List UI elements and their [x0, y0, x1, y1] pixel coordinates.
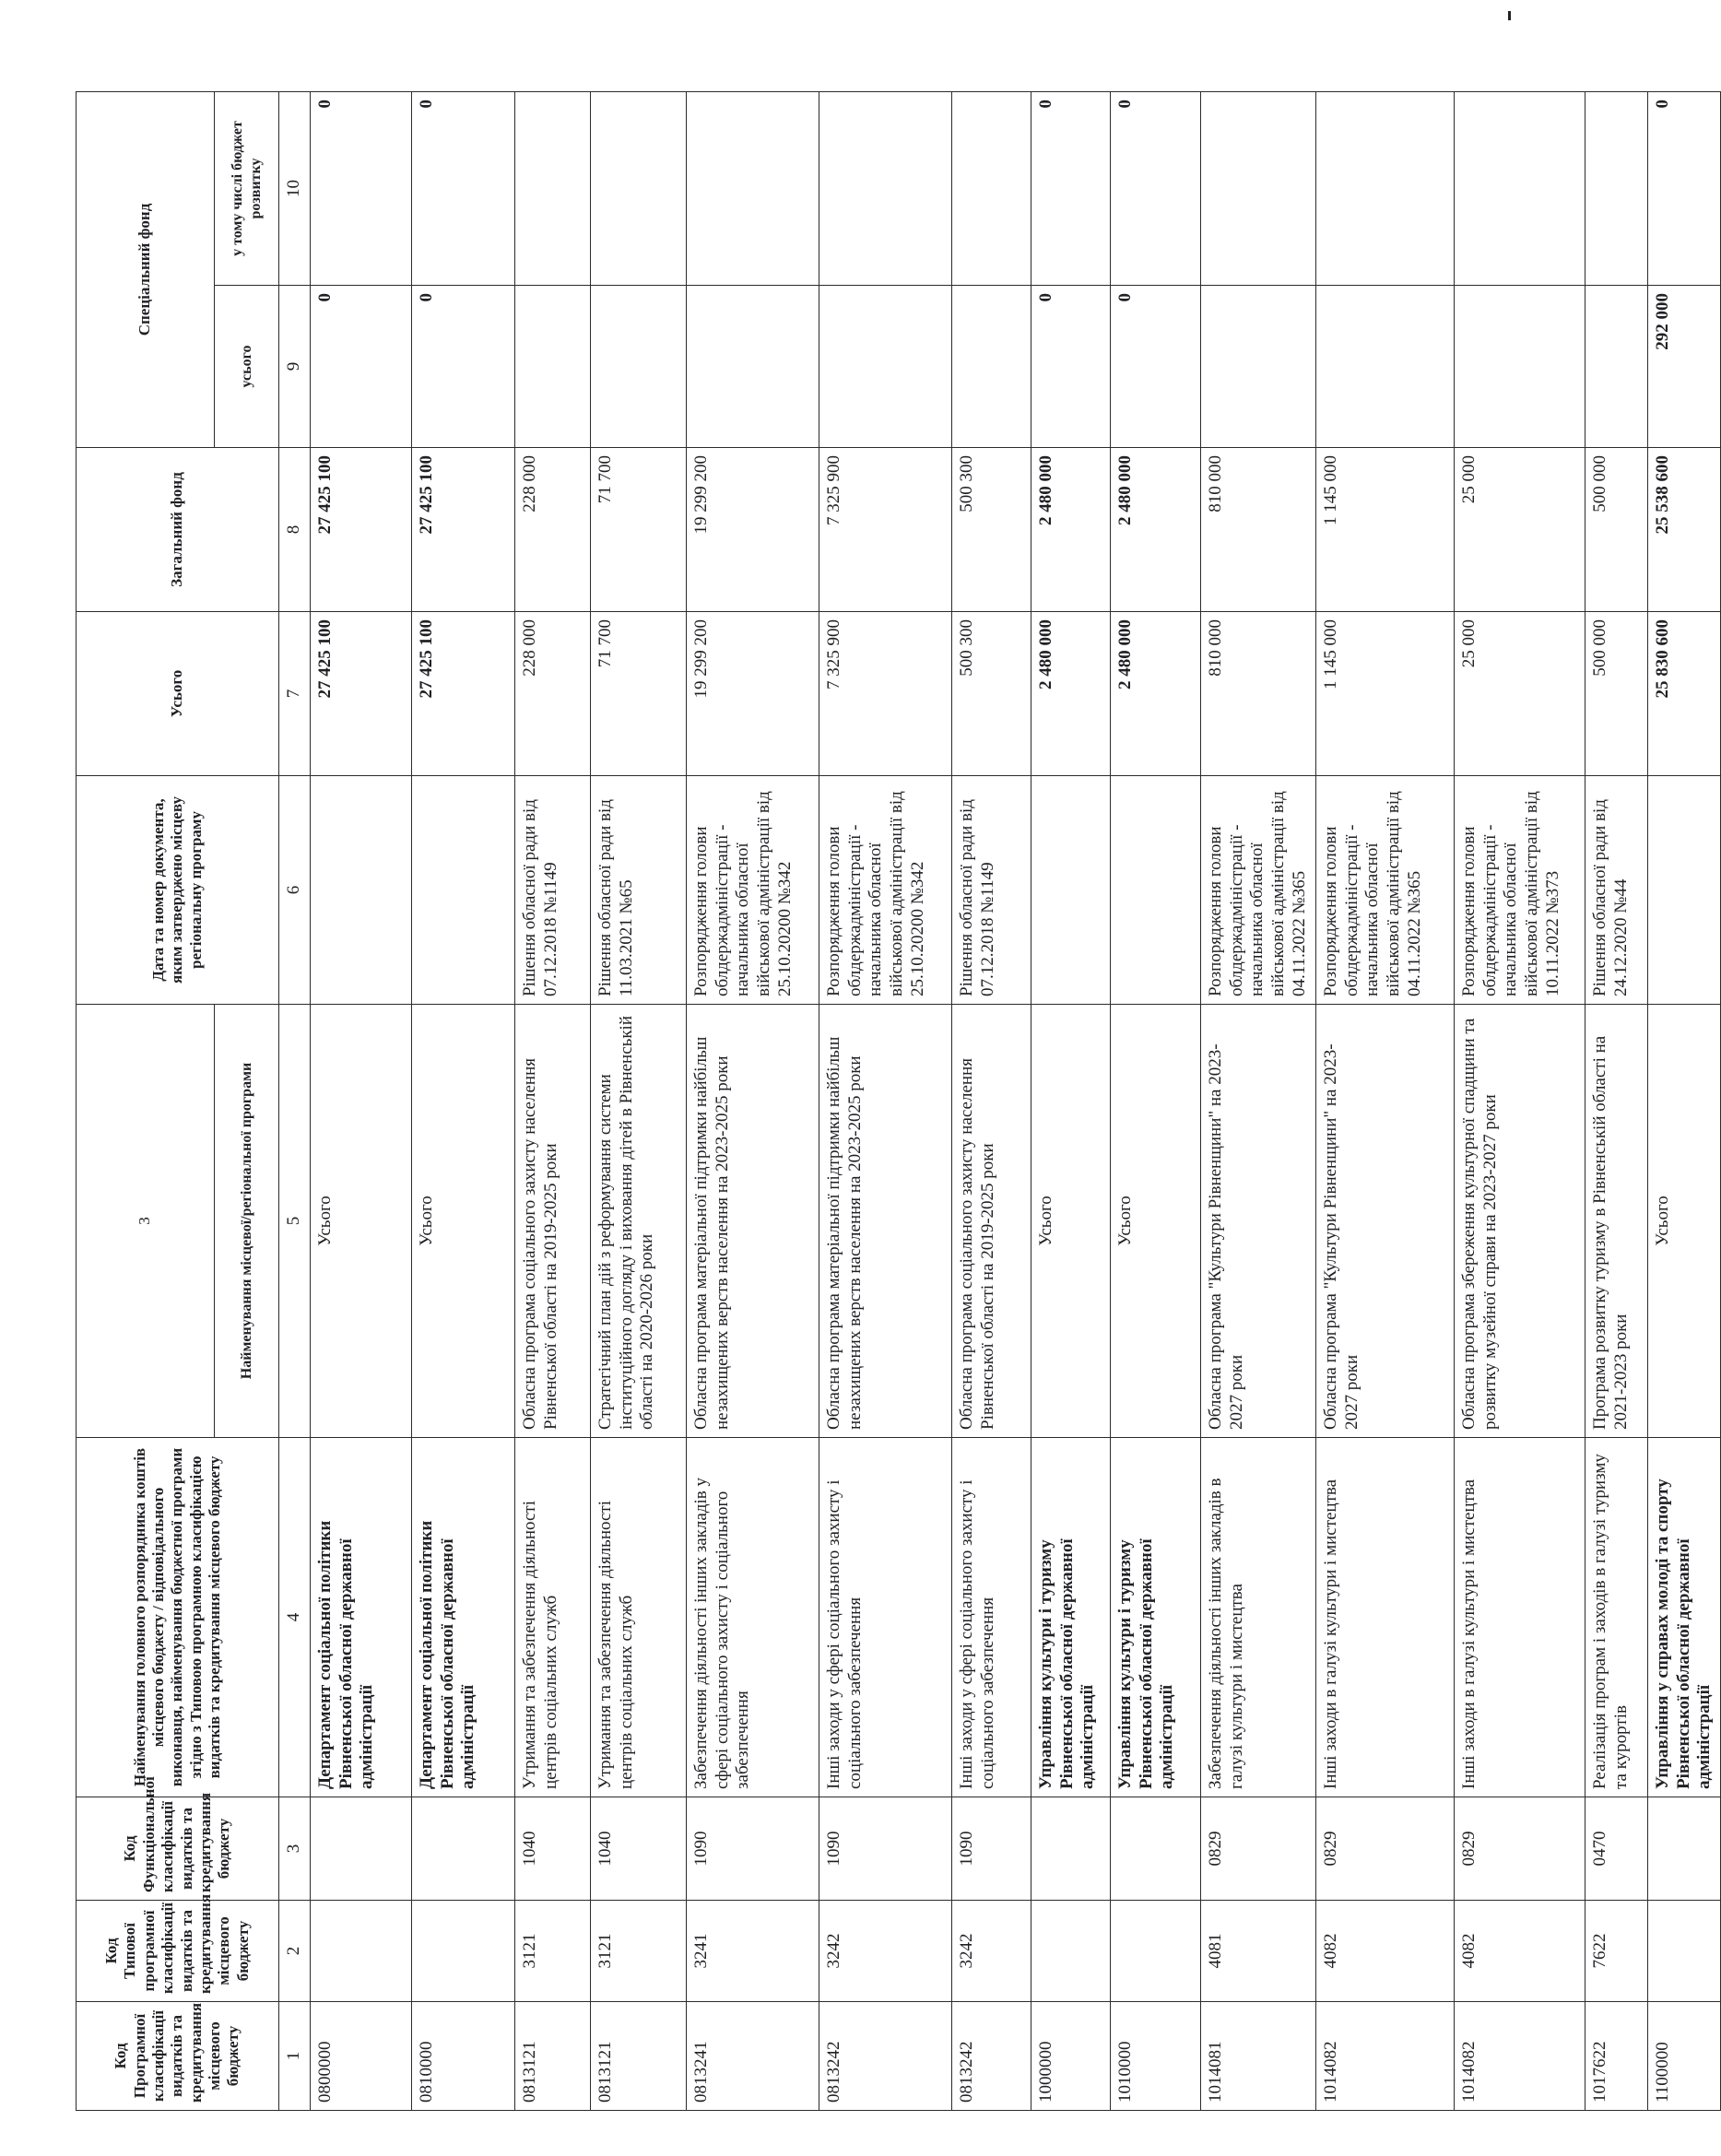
dev-budget — [1454, 91, 1585, 285]
approval-document: Розпорядження голови облдержадміністрації - начальника обласної військової адміністрації від 25.10.20200 №342 — [819, 776, 951, 1005]
header-manager-name: Найменування головного розпорядника коштів місцевого бюджету / відповідального виконавця, найменування бюджетної програми згідно з Типовою програмною класифікацією видатків та кредитування місцевого бюджету — [77, 1438, 279, 1797]
approval-document — [411, 776, 514, 1005]
general-fund: 1 145 000 — [1315, 448, 1454, 612]
general-fund: 25 000 — [1454, 448, 1585, 612]
approval-document — [1647, 776, 1720, 1005]
program-code: 1017622 — [1585, 2002, 1647, 2111]
table-row — [411, 91, 514, 2110]
total-amount: 500 000 — [1585, 612, 1647, 776]
functional-code: 0829 — [1315, 1797, 1454, 1901]
header-special-total: усього — [215, 286, 279, 448]
table-row — [1200, 91, 1315, 2110]
col-index: 1 — [279, 2002, 311, 2111]
special-fund: 0 — [411, 286, 514, 448]
general-fund: 2 480 000 — [1110, 448, 1200, 612]
column-index-row — [279, 91, 311, 2110]
functional-code: 1040 — [590, 1797, 686, 1901]
functional-code — [411, 1797, 514, 1901]
table-row — [686, 91, 819, 2110]
dev-budget — [514, 91, 590, 285]
header-typical-code: Код Типової програмної класифікації видатків та кредитування місцевого бюджету — [77, 1901, 279, 2002]
table-row — [819, 91, 951, 2110]
table-row — [1110, 91, 1200, 2110]
special-fund — [686, 286, 819, 448]
col-index: 3 — [279, 1797, 311, 1901]
special-fund — [590, 286, 686, 448]
special-fund — [1315, 286, 1454, 448]
general-fund: 71 700 — [590, 448, 686, 612]
manager-name: Забезпечення діяльності інших закладів у сфері соціального захисту і соціального забезпечення — [686, 1438, 819, 1797]
functional-code: 1090 — [686, 1797, 819, 1901]
program-code: 1014082 — [1315, 2002, 1454, 2111]
manager-name: Інші заходи в галузі культури і мистецтва — [1454, 1438, 1585, 1797]
program-code: 1014082 — [1454, 2002, 1585, 2111]
total-amount: 2 480 000 — [1031, 612, 1110, 776]
dev-budget — [951, 91, 1031, 285]
total-amount: 2 480 000 — [1110, 612, 1200, 776]
total-amount: 228 000 — [514, 612, 590, 776]
col-index: 4 — [279, 1438, 311, 1797]
special-fund: 0 — [1110, 286, 1200, 448]
special-fund: 0 — [310, 286, 411, 448]
general-fund: 2 480 000 — [1031, 448, 1110, 612]
table-row — [1315, 91, 1454, 2110]
general-fund: 27 425 100 — [411, 448, 514, 612]
general-fund: 500 300 — [951, 448, 1031, 612]
program-code: 0800000 — [310, 2002, 411, 2111]
special-fund — [1200, 286, 1315, 448]
total-amount: 19 299 200 — [686, 612, 819, 776]
program-name: Обласна програма "Культури Рівненщини" на 2023-2027 роки — [1200, 1005, 1315, 1438]
total-amount: 25 000 — [1454, 612, 1585, 776]
header-special-fund: Спеціальний фонд — [77, 91, 215, 447]
table-body — [310, 91, 1720, 2110]
functional-code — [1031, 1797, 1110, 1901]
functional-code: 0829 — [1454, 1797, 1585, 1901]
table-row — [590, 91, 686, 2110]
general-fund: 500 000 — [1585, 448, 1647, 612]
total-amount: 27 425 100 — [310, 612, 411, 776]
program-code: 1000000 — [1031, 2002, 1110, 2111]
functional-code — [1647, 1797, 1720, 1901]
special-fund — [1454, 286, 1585, 448]
program-name: Обласна програма соціального захисту населення Рівненської області на 2019-2025 роки — [951, 1005, 1031, 1438]
approval-document — [310, 776, 411, 1005]
program-name: Обласна програма матеріальної підтримки найбільш незахищених верств населення на 2023-2025 роки — [819, 1005, 951, 1438]
total-amount: 25 830 600 — [1647, 612, 1720, 776]
table-row — [310, 91, 411, 2110]
approval-document: Розпорядження голови облдержадміністрації - начальника обласної військової адміністрації від 25.10.20200 №342 — [686, 776, 819, 1005]
manager-name: Утримання та забезпечення діяльності центрів соціальних служб — [590, 1438, 686, 1797]
table-row — [514, 91, 590, 2110]
special-fund — [514, 286, 590, 448]
functional-code: 1090 — [819, 1797, 951, 1901]
functional-code: 0470 — [1585, 1797, 1647, 1901]
col-index: 6 — [279, 776, 311, 1005]
general-fund: 19 299 200 — [686, 448, 819, 612]
program-name: Обласна програма матеріальної підтримки найбільш незахищених верств населення на 2023-2025 роки — [686, 1005, 819, 1438]
manager-name: Управління у справах молоді та спорту Рівненської обласної державної адміністрації — [1647, 1438, 1720, 1797]
total-amount: 7 325 900 — [819, 612, 951, 776]
table-row — [1585, 91, 1647, 2110]
typical-code: 3241 — [686, 1901, 819, 2002]
approval-document — [1110, 776, 1200, 1005]
functional-code — [310, 1797, 411, 1901]
special-fund: 292 000 — [1647, 286, 1720, 448]
typical-code — [1647, 1901, 1720, 2002]
dev-budget — [590, 91, 686, 285]
program-name: Усього — [1031, 1005, 1110, 1438]
program-name: Усього — [1647, 1005, 1720, 1438]
dev-budget — [686, 91, 819, 285]
approval-document: Рішення обласної ради від 24.12.2020 №44 — [1585, 776, 1647, 1005]
special-fund — [951, 286, 1031, 448]
manager-name: Інші заходи у сфері соціального захисту і соціального забезпечення — [819, 1438, 951, 1797]
manager-name: Управління культури і туризму Рівненської обласної державної адміністрації — [1031, 1438, 1110, 1797]
typical-code: 4081 — [1200, 1901, 1315, 2002]
program-name: Обласна програма соціального захисту населення Рівненської області на 2019-2025 роки — [514, 1005, 590, 1438]
manager-name: Забезпечення діяльності інших закладів в галузі культури і мистецтва — [1200, 1438, 1315, 1797]
program-code: 0813242 — [819, 2002, 951, 2111]
program-name: Усього — [310, 1005, 411, 1438]
header-general-fund: Загальний фонд — [77, 448, 279, 612]
manager-name: Департамент соціальної політики Рівненської обласної державної адміністрації — [310, 1438, 411, 1797]
dev-budget: 0 — [310, 91, 411, 285]
program-name: Обласна програма збереження культурної спадщини та розвитку музейної справи на 2023-2027 роки — [1454, 1005, 1585, 1438]
table-row — [1031, 91, 1110, 2110]
manager-name: Інші заходи в галузі культури і мистецтва — [1315, 1438, 1454, 1797]
approval-document: Розпорядження голови облдержадміністрації - начальника обласної військової адміністрації від 04.11.2022 №365 — [1200, 776, 1315, 1005]
functional-code — [1110, 1797, 1200, 1901]
header-program-name: Найменування місцевої/регіональної програми — [215, 1005, 279, 1438]
approval-document: Розпорядження голови облдержадміністрації - начальника обласної військової адміністрації від 10.11.2022 №373 — [1454, 776, 1585, 1005]
program-name: Обласна програма "Культури Рівненщини" на 2023-2027 роки — [1315, 1005, 1454, 1438]
program-code: 0813121 — [514, 2002, 590, 2111]
special-fund: 0 — [1031, 286, 1110, 448]
header-functional-code: Код Функціональної класифікації видатків та кредитування бюджету — [77, 1797, 279, 1901]
dev-budget — [1200, 91, 1315, 285]
program-code: 0810000 — [411, 2002, 514, 2111]
header-group-3: 3 — [77, 1005, 215, 1438]
budget-programs-table — [76, 91, 1721, 2111]
typical-code: 3242 — [951, 1901, 1031, 2002]
typical-code: 4082 — [1454, 1901, 1585, 2002]
general-fund: 27 425 100 — [310, 448, 411, 612]
dev-budget: 0 — [1110, 91, 1200, 285]
header-total: Усього — [77, 612, 279, 776]
dev-budget — [819, 91, 951, 285]
special-fund — [819, 286, 951, 448]
typical-code — [310, 1901, 411, 2002]
typical-code: 3121 — [514, 1901, 590, 2002]
program-code: 0813121 — [590, 2002, 686, 2111]
dev-budget: 0 — [1031, 91, 1110, 285]
program-name: Усього — [411, 1005, 514, 1438]
program-code: 0813242 — [951, 2002, 1031, 2111]
approval-document — [1031, 776, 1110, 1005]
functional-code: 1040 — [514, 1797, 590, 1901]
total-amount: 500 300 — [951, 612, 1031, 776]
typical-code: 3242 — [819, 1901, 951, 2002]
typical-code — [411, 1901, 514, 2002]
manager-name: Департамент соціальної політики Рівненської обласної державної адміністрації — [411, 1438, 514, 1797]
col-index: 7 — [279, 612, 311, 776]
header-dev-budget: у тому числі бюджет розвитку — [215, 91, 279, 285]
col-index: 9 — [279, 286, 311, 448]
program-code: 1100000 — [1647, 2002, 1720, 2111]
table-row — [951, 91, 1031, 2110]
manager-name: Управління культури і туризму Рівненської обласної державної адміністрації — [1110, 1438, 1200, 1797]
dev-budget: 0 — [411, 91, 514, 285]
program-name: Програма розвитку туризму в Рівненській області на 2021-2023 роки — [1585, 1005, 1647, 1438]
col-index: 10 — [279, 91, 311, 285]
rotated-page — [76, 92, 1715, 2111]
manager-name: Реалізація програм і заходів в галузі туризму та курортів — [1585, 1438, 1647, 1797]
total-amount: 1 145 000 — [1315, 612, 1454, 776]
program-code: 1010000 — [1110, 2002, 1200, 2111]
total-amount: 810 000 — [1200, 612, 1315, 776]
typical-code: 3121 — [590, 1901, 686, 2002]
general-fund: 810 000 — [1200, 448, 1315, 612]
functional-code: 1090 — [951, 1797, 1031, 1901]
program-code: 1014081 — [1200, 2002, 1315, 2111]
total-amount: 71 700 — [590, 612, 686, 776]
general-fund: 7 325 900 — [819, 448, 951, 612]
program-name: Усього — [1110, 1005, 1200, 1438]
typical-code: 7622 — [1585, 1901, 1647, 2002]
special-fund — [1585, 286, 1647, 448]
dev-budget — [1585, 91, 1647, 285]
general-fund: 25 538 600 — [1647, 448, 1720, 612]
table-row — [1454, 91, 1585, 2110]
approval-document: Рішення обласної ради від 07.12.2018 №1149 — [514, 776, 590, 1005]
col-index: 8 — [279, 448, 311, 612]
approval-document: Рішення обласної ради від 11.03.2021 №65 — [590, 776, 686, 1005]
total-amount: 27 425 100 — [411, 612, 514, 776]
header-document: Дата та номер документа, яким затверджено місцеву регіональну програму — [77, 776, 279, 1005]
general-fund: 228 000 — [514, 448, 590, 612]
typical-code — [1031, 1901, 1110, 2002]
page-edge-mark — [1508, 11, 1511, 20]
col-index: 2 — [279, 1901, 311, 2002]
approval-document: Розпорядження голови облдержадміністрації - начальника обласної військової адміністрації від 04.11.2022 №365 — [1315, 776, 1454, 1005]
functional-code: 0829 — [1200, 1797, 1315, 1901]
dev-budget — [1315, 91, 1454, 285]
table-row — [1647, 91, 1720, 2110]
header-program-code: Код Програмної класифікації видатків та кредитування місцевого бюджету — [77, 2002, 279, 2111]
manager-name: Утримання та забезпечення діяльності центрів соціальних служб — [514, 1438, 590, 1797]
col-index: 5 — [279, 1005, 311, 1438]
manager-name: Інші заходи у сфері соціального захисту і соціального забезпечення — [951, 1438, 1031, 1797]
typical-code: 4082 — [1315, 1901, 1454, 2002]
typical-code — [1110, 1901, 1200, 2002]
dev-budget: 0 — [1647, 91, 1720, 285]
approval-document: Рішення обласної ради від 07.12.2018 №1149 — [951, 776, 1031, 1005]
program-name: Стратегічний план дій з реформування системи інституційного догляду і виховання дітей в Рівненській області на 2020-2026 роки — [590, 1005, 686, 1438]
program-code: 0813241 — [686, 2002, 819, 2111]
